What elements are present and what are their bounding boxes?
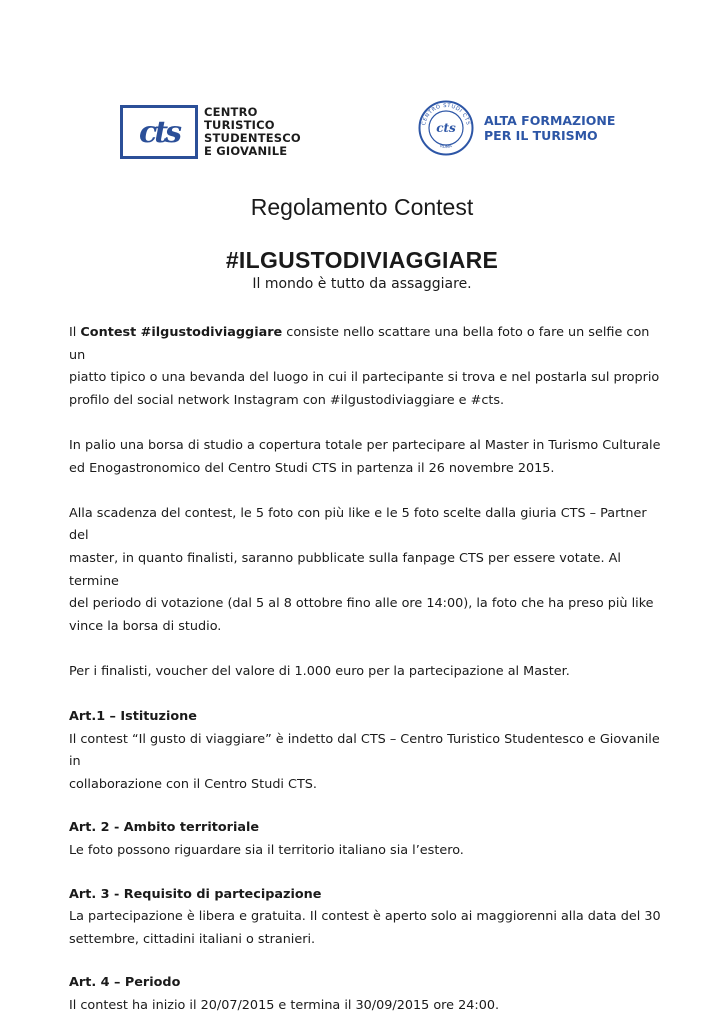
text-span: consiste nello scattare una bella foto o fare un selfie con un (69, 325, 650, 363)
article-heading: Art. 4 – Periodo (69, 975, 181, 991)
centro-studi-seal (418, 100, 474, 156)
text-line: Le foto possono riguardare sia il territorio italiano sia l’estero. (69, 843, 464, 859)
text-line: del periodo di votazione (dal 5 al 8 ottobre fino alle ore 14:00), la foto che ha preso più like (69, 596, 654, 612)
text-line: profilo del social network Instagram con #ilgustodiviaggiare e #cts. (69, 392, 505, 408)
intro-paragraph (69, 322, 661, 367)
cts-logo-monogram: cts (138, 114, 179, 150)
document-title: Regolamento Contest (250, 194, 474, 220)
text-line: La partecipazione è libera e gratuita. Il contest è aperto solo ai maggiorenni alla data del 30 (69, 909, 661, 925)
document-body (69, 322, 661, 1018)
article-heading: Art.1 – Istituzione (69, 709, 197, 725)
cts-logo-line: CENTRO (204, 105, 258, 119)
text-line: ed Enogastronomico del Centro Studi CTS in partenza il 26 novembre 2015. (69, 460, 555, 476)
text-line: Il contest “Il gusto di viaggiare” è indetto dal CTS – Centro Turistico Studentesco e Giovanile in (69, 731, 660, 770)
cts-logo (120, 104, 301, 160)
seal-inner-text: ROMA (439, 143, 453, 150)
text-line: master, in quanto finalisti, saranno pubblicate sulla fanpage CTS per essere votate. Al termine (69, 550, 621, 589)
contest-subtitle: Il mondo è tutto da assaggiare. (252, 276, 472, 292)
cts-logo-line: E GIOVANILE (204, 144, 288, 158)
text-line: collaborazione con il Centro Studi CTS. (69, 776, 318, 792)
alta-formazione-text (484, 113, 615, 143)
text-line: Per i finalisti, voucher del valore di 1.000 euro per la partecipazione al Master. (69, 663, 570, 679)
text-line: piatto tipico o una bevanda del luogo in cui il partecipante si trova e nel postarla sul proprio (69, 370, 660, 386)
cts-logo-line: TURISTICO (204, 118, 275, 132)
af-logo-line: PER IL TURISMO (484, 128, 598, 143)
alta-formazione-logo (418, 98, 615, 158)
text-line: Il contest ha inizio il 20/07/2015 e termina il 30/09/2015 ore 24:00. (69, 998, 500, 1014)
contest-name-bold: Contest #ilgustodiviaggiare (80, 325, 283, 340)
article-heading: Art. 2 - Ambito territoriale (69, 820, 260, 836)
text-line: In palio una borsa di studio a copertura totale per partecipare al Master in Turismo Culturale (69, 437, 661, 453)
text-line: vince la borsa di studio. (69, 618, 222, 634)
af-logo-line: ALTA FORMAZIONE (484, 113, 616, 128)
cts-logo-mark (120, 105, 198, 159)
text-line: Alla scadenza del contest, le 5 foto con più like e le 5 foto scelte dalla giuria CTS – Partner del (69, 505, 647, 544)
text-line: settembre, cittadini italiani o stranieri. (69, 931, 316, 947)
seal-monogram: cts (436, 121, 456, 135)
article-heading: Art. 3 - Requisito di partecipazione (69, 886, 322, 902)
seal-outer-text: CENTRO STUDI CTS (421, 102, 471, 127)
contest-hashtag: #ILGUSTODIVIAGGIARE (225, 247, 499, 273)
cts-logo-line: STUDENTESCO (204, 131, 301, 145)
text-span: Il (69, 325, 81, 340)
cts-logo-text (204, 106, 301, 158)
